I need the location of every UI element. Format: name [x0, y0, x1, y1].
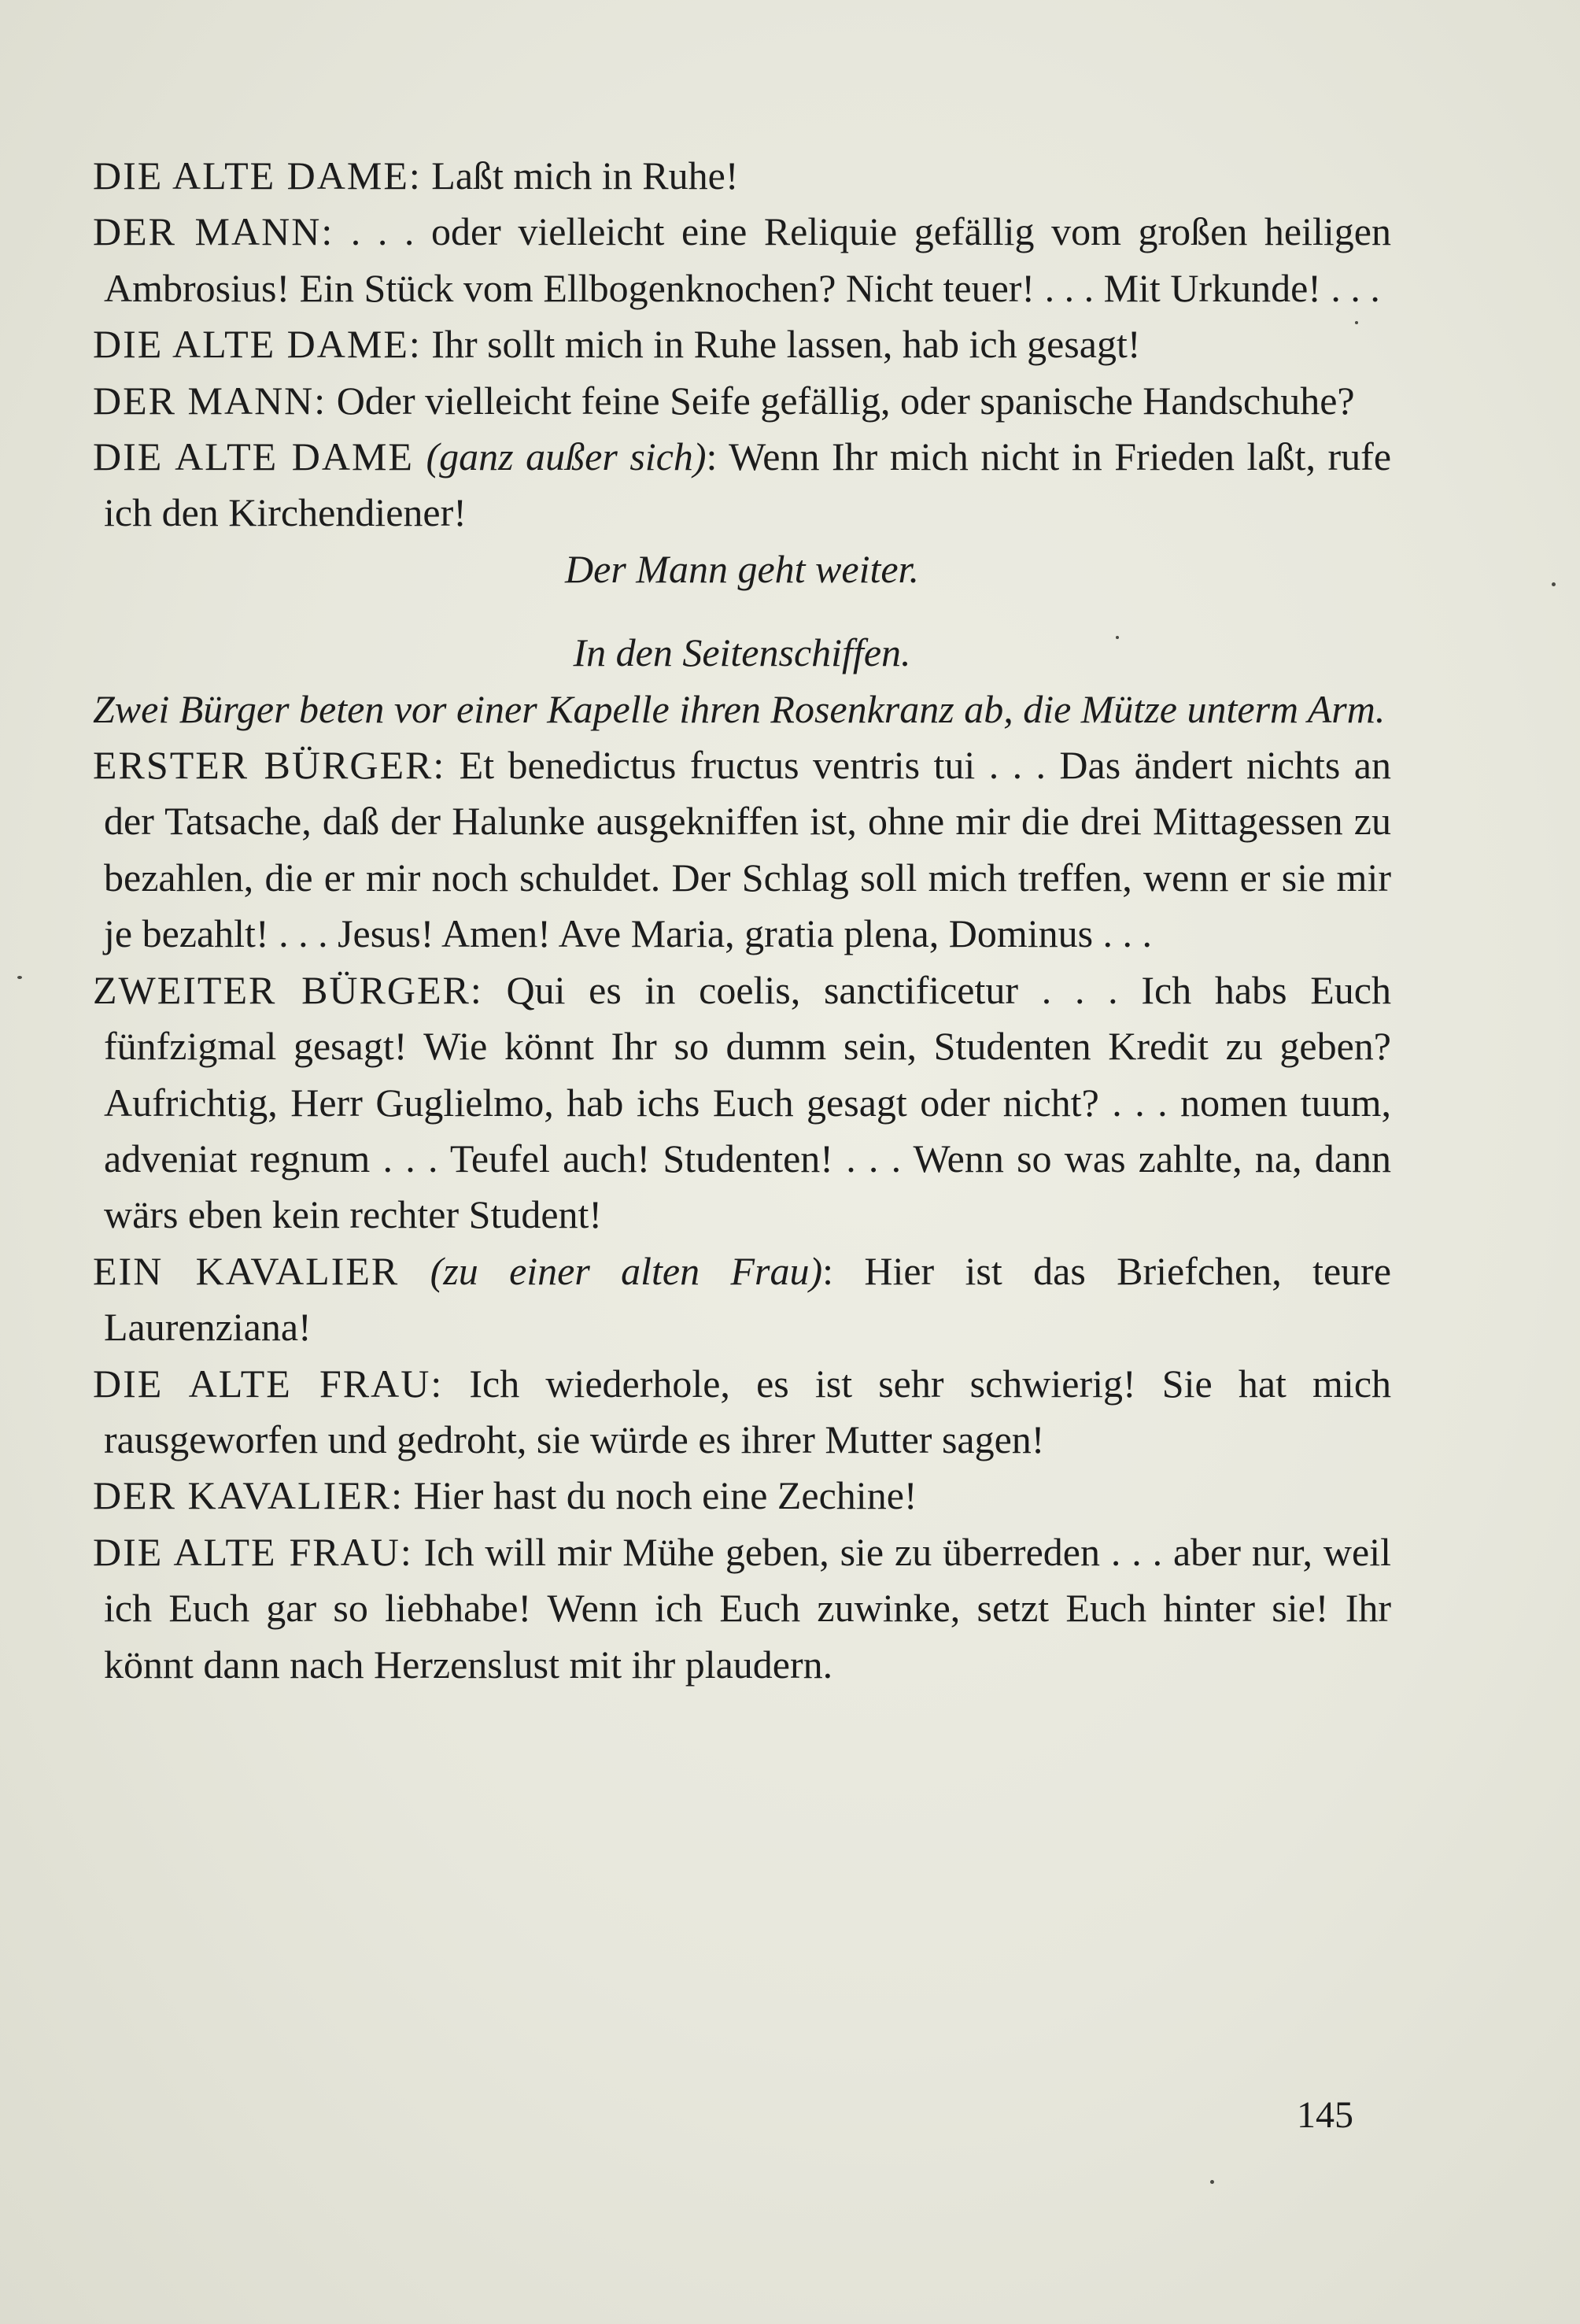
- dialogue-line: [93, 1243, 1391, 1356]
- dialogue-text: Qui es in coelis, sanctificetur . . . Ich habs Euch fünfzigmal gesagt! Wie könnt Ihr so dumm sein, Studenten Kredit zu geben? Aufrichtig, Herr Guglielmo, hab ichs Euch gesagt oder nicht? . . . nomen tuum, adveniat regnum . . . Teufel auch! Studenten! . . . Wenn so was zahlte, na, dann wärs eben kein rechter Student!: [104, 967, 1391, 1237]
- speaker-name: DIE ALTE DAME:: [93, 153, 422, 198]
- speaker-name: DIE ALTE FRAU:: [93, 1529, 413, 1574]
- dialogue-text: : Hier ist das Briefchen, teure Laurenziana!: [104, 1248, 1392, 1350]
- dialogue-text: . . . oder vielleicht eine Reliquie gefällig vom großen heiligen Ambrosius! Ein Stück vom Ellbogenknochen? Nicht teuer! . . . Mit Urkunde! . . .: [104, 209, 1391, 310]
- speaker-name: DIE ALTE DAME: [93, 434, 414, 479]
- paper-speck: [1116, 636, 1119, 639]
- paper-speck: [1355, 321, 1358, 324]
- dialogue-line: [93, 1468, 1391, 1524]
- dialogue-line: [93, 737, 1391, 962]
- paper-speck: [1552, 582, 1556, 586]
- body-text: [93, 148, 1391, 1693]
- speaker-name: EIN KAVALIER: [93, 1248, 400, 1293]
- stage-direction: Zwei Bürger beten vor einer Kapelle ihren Rosenkranz ab, die Mütze unterm Arm.: [93, 686, 1386, 731]
- paper-speck: [17, 976, 22, 979]
- dialogue-line: [93, 962, 1391, 1243]
- dialogue-text: : Wenn Ihr mich nicht in Frieden laßt, rufe ich den Kirchendiener!: [104, 434, 1392, 535]
- stage-direction-inline: (ganz außer sich): [426, 434, 707, 479]
- dialogue-line: [93, 429, 1391, 541]
- page-number: 145: [1297, 2094, 1353, 2136]
- dialogue-text: Laßt mich in Ruhe!: [421, 153, 739, 198]
- dialogue-text: Oder vielleicht feine Seife gefällig, oder spanische Handschuhe?: [327, 378, 1355, 423]
- dialogue-line: [93, 373, 1391, 429]
- speaker-name: DER MANN:: [93, 378, 327, 423]
- dialogue-line: [93, 316, 1391, 372]
- dialogue-line: [93, 148, 1391, 204]
- scene-heading: In den Seitenschiffen.: [573, 630, 911, 675]
- stage-direction: Der Mann geht weiter.: [565, 546, 919, 591]
- speaker-name: DER MANN:: [93, 209, 334, 254]
- dialogue-text: Hier hast du noch eine Zechine!: [404, 1473, 917, 1518]
- speaker-name: DER KAVALIER:: [93, 1473, 404, 1518]
- dialogue-line: [93, 1356, 1391, 1469]
- dialogue-text: Et benedictus fructus ventris tui . . . Das ändert nichts an der Tatsache, daß der Halunke ausgekniffen ist, ohne mir die drei Mittagessen zu bezahlen, die er mir noch schuldet. Der Schlag soll mich treffen, wenn er sie mir je bezahlt! . . . Jesus! Amen! Ave Maria, gratia plena, Dominus . . .: [104, 743, 1391, 956]
- dialogue-text: Ich will mir Mühe geben, sie zu überreden . . . aber nur, weil ich Euch gar so liebhabe! Wenn ich Euch zuwinke, setzt Euch hinter sie! Ihr könnt dann nach Herzenslust mit ihr plaudern.: [104, 1529, 1391, 1687]
- dialogue-text: Ihr sollt mich in Ruhe lassen, hab ich gesagt!: [421, 322, 1141, 367]
- speaker-name: DIE ALTE FRAU:: [93, 1361, 444, 1406]
- spacer: [93, 597, 1391, 625]
- dialogue-line: [93, 204, 1391, 316]
- speaker-name: ERSTER BÜRGER:: [93, 743, 446, 788]
- dialogue-line: [93, 1524, 1391, 1693]
- dialogue-text: Ich wiederhole, es ist sehr schwierig! Sie hat mich rausgeworfen und gedroht, sie würde es ihrer Mutter sagen!: [104, 1361, 1392, 1461]
- stage-direction-inline: (zu einer alten Frau): [430, 1248, 823, 1293]
- speaker-name: ZWEITER BÜRGER:: [93, 967, 483, 1012]
- paper-speck: [1210, 2180, 1214, 2184]
- speaker-name: DIE ALTE DAME:: [93, 322, 422, 367]
